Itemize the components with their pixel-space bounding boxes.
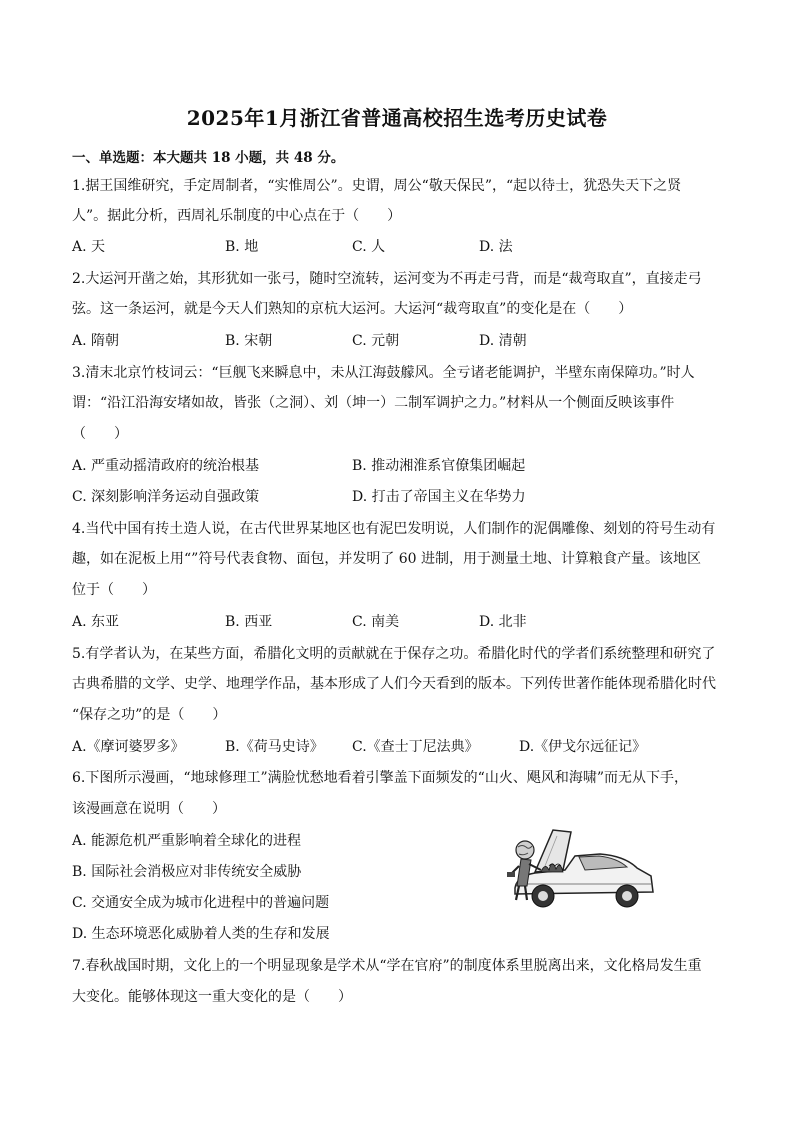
question-2-line-1: 2.大运河开凿之始，其形犹如一张弓，随时空流转，运河变为不再走弓背，而是“裁弯取直”，直接走弓 <box>72 271 702 287</box>
question-5-option-b: B.《荷马史诗》 <box>225 739 324 755</box>
question-7-line-1: 7.春秋战国时期，文化上的一个明显现象是学术从“学在官府”的制度体系里脱离出来，文化格局发生重 <box>72 958 702 974</box>
question-2-line-2: 弦。这一条运河，就是今天人们熟知的京杭大运河。大运河“裁弯取直”的变化是在（ ） <box>72 301 633 317</box>
question-5-line-2: 古典希腊的文学、史学、地理学作品，基本形成了人们今天看到的版本。下列传世著作能体现希腊化时代 <box>72 676 716 692</box>
question-4-line-2: 趣，如在泥板上用“”符号代表食物、面包，并发明了 60 进制，用于测量土地、计算粮食产量。该地区 <box>72 551 702 567</box>
question-3-line-2: 谓：“沿江沿海安堵如故，皆张（之洞）、刘（坤一）二制军调护之力。”材料从一个侧面反映该事件 <box>72 395 675 411</box>
question-1-option-b: B. 地 <box>225 239 259 255</box>
question-5-option-a: A.《摩诃婆罗多》 <box>72 739 185 755</box>
question-6-line-2: 该漫画意在说明（ ） <box>72 801 226 817</box>
question-3-option-a: A. 严重动摇清政府的统治根基 <box>72 458 260 474</box>
question-5-option-d: D.《伊戈尔远征记》 <box>519 739 647 755</box>
question-1-option-d: D. 法 <box>479 239 513 255</box>
earth-repairman-cartoon <box>505 826 655 916</box>
question-3-line-3: （ ） <box>72 426 128 442</box>
question-6-line-1: 6.下图所示漫画，“地球修理工”满脸忧愁地看着引擎盖下面频发的“山火、飓风和海啸”而无从下手， <box>72 770 688 786</box>
question-3-option-b: B. 推动湘淮系官僚集团崛起 <box>352 458 526 474</box>
question-4-line-3: 位于（ ） <box>72 582 156 598</box>
question-6-option-a: A. 能源危机严重影响着全球化的进程 <box>72 833 302 849</box>
question-4-option-c: C. 南美 <box>352 614 400 630</box>
question-4-line-1: 4.当代中国有抟土造人说，在古代世界某地区也有泥巴发明说，人们制作的泥偶雕像、刻划的符号生动有 <box>72 521 716 537</box>
question-4-option-a: A. 东亚 <box>72 614 120 630</box>
question-1-option-a: A. 天 <box>72 239 106 255</box>
section-heading: 一、单选题：本大题共 18 小题，共 48 分。 <box>72 150 345 166</box>
question-2-option-b: B. 宋朝 <box>225 333 273 349</box>
page-title: 2025年1月浙江省普通高校招生选考历史试卷 <box>186 106 608 130</box>
question-6-option-b: B. 国际社会消极应对非传统安全威胁 <box>72 864 302 880</box>
question-1-line-1: 1.据王国维研究，手定周制者，“实惟周公”。史谓，周公“敬天保民”，“起以待士，犹恐失天下之贤 <box>72 178 682 194</box>
question-2-option-a: A. 隋朝 <box>72 333 120 349</box>
question-7-line-2: 大变化。能够体现这一重大变化的是（ ） <box>72 989 352 1005</box>
question-4-option-d: D. 北非 <box>479 614 527 630</box>
question-6-option-c: C. 交通安全成为城市化进程中的普遍问题 <box>72 895 330 911</box>
question-3-option-c: C. 深刻影响洋务运动自强政策 <box>72 489 260 505</box>
question-5-option-c: C.《查士丁尼法典》 <box>352 739 479 755</box>
question-1-option-c: C. 人 <box>352 239 386 255</box>
question-5-line-1: 5.有学者认为，在某些方面，希腊化文明的贡献就在于保存之功。希腊化时代的学者们系统整理和研究了 <box>72 646 716 662</box>
question-2-option-c: C. 元朝 <box>352 333 400 349</box>
question-4-option-b: B. 西亚 <box>225 614 273 630</box>
question-1-line-2: 人”。据此分析，西周礼乐制度的中心点在于（ ） <box>72 208 402 224</box>
question-3-line-1: 3.清末北京竹枝词云：“巨舰飞来瞬息中，未从江海鼓艨风。全亏诸老能调护，半壁东南保障功。”时人 <box>72 365 695 381</box>
question-6-option-d: D. 生态环境恶化威胁着人类的生存和发展 <box>72 926 330 942</box>
question-5-line-3: “保存之功”的是（ ） <box>72 707 227 723</box>
question-3-option-d: D. 打击了帝国主义在华势力 <box>352 489 526 505</box>
question-2-option-d: D. 清朝 <box>479 333 527 349</box>
